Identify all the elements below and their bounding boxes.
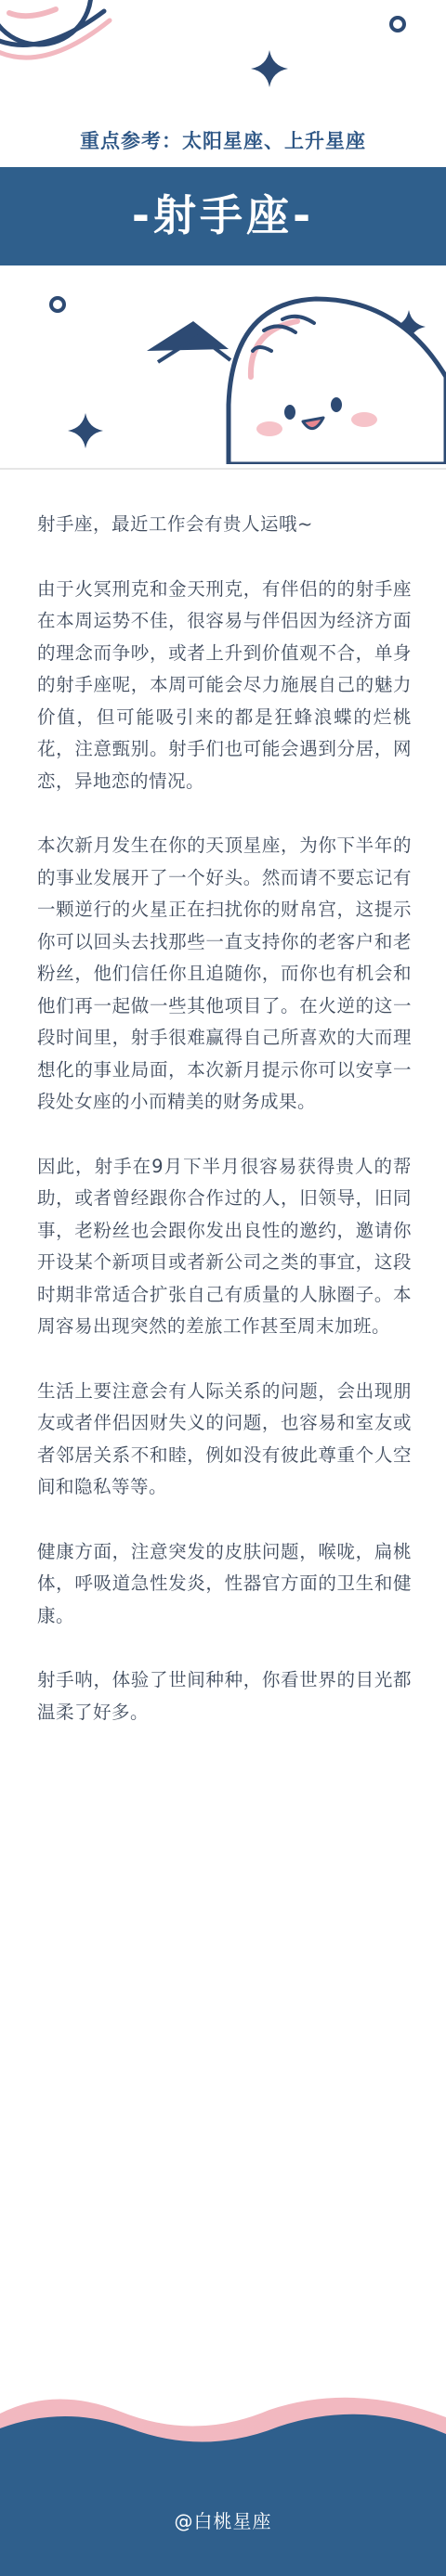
paragraph: 生活上要注意会有人际关系的问题，会出现朋友或者伴侣因财失义的问题，也容易和室友或者邻居关系不和睦，例如没有彼此尊重个人空间和隐私等等。 bbox=[37, 1379, 412, 1497]
sparkle-icon bbox=[68, 413, 103, 448]
header-illustration bbox=[0, 265, 446, 464]
sparkle-icon bbox=[251, 50, 288, 87]
section-divider bbox=[0, 468, 446, 470]
wave-icon bbox=[0, 2398, 446, 2576]
paragraph: 由于火冥刑克和金天刑克，有伴侣的的射手座在本周运势不佳，很容易与伴侣因为经济方面的理念而争吵，或者上升到价值观不合，单身的射手座呢，本周可能会尽力施展自己的魅力价值，但可能吸引来的都是狂蜂浪蝶的烂桃花，注意甄别。射手们也可能会遇到分居，网恋，异地恋的情况。 bbox=[37, 577, 412, 792]
small-circle-icon bbox=[391, 18, 404, 31]
page-title: -射手座- bbox=[131, 190, 315, 240]
small-circle-icon bbox=[51, 298, 64, 311]
paragraph: 因此，射手在9月下半月很容易获得贵人的帮助，或者曾经跟你合作过的人，旧领导，旧同事，老粉丝也会跟你发出良性的邀约，邀请你开设某个新项目或者新公司之类的事宜，这段时期非常适合扩张自己有质量的人脉圈子。本周容易出现突然的差旅工作甚至周末加班。 bbox=[37, 1155, 412, 1337]
footer-wave bbox=[0, 2386, 446, 2576]
horoscope-content bbox=[37, 509, 412, 1761]
top-decoration bbox=[0, 0, 446, 139]
paragraph: 射手座，最近工作会有贵人运哦~ bbox=[37, 513, 313, 535]
reference-label: 重点参考：太阳星座、上升星座 bbox=[80, 130, 366, 152]
paragraph: 本次新月发生在你的天顶星座，为你下半年的的事业发展开了一个好头。然而请不要忘记有一颗逆行的火星正在扫扰你的财帛宫，这提示你可以回头去找那些一直支持你的老客户和老粉丝，他们信任你且追随你，而你也有机会和他们再一起做一些其他项目了。在火逆的这一段时间里，射手很难赢得自己所喜欢的大而理想化的事业局面，本次新月提示你可以安享一段处女座的小而精美的财务成果。 bbox=[37, 835, 412, 1112]
hat-icon bbox=[147, 321, 230, 362]
title-banner bbox=[0, 167, 446, 265]
planet-ring-icon bbox=[0, 0, 110, 58]
footer-credit: @白桃星座 bbox=[174, 2510, 272, 2532]
paragraph: 健康方面，注意突发的皮肤问题，喉咙，扁桃体，呼吸道急性发炎，性器官方面的卫生和健康。 bbox=[37, 1540, 412, 1626]
paragraph: 射手呐，体验了世间种种，你看世界的目光都温柔了好多。 bbox=[37, 1669, 412, 1723]
